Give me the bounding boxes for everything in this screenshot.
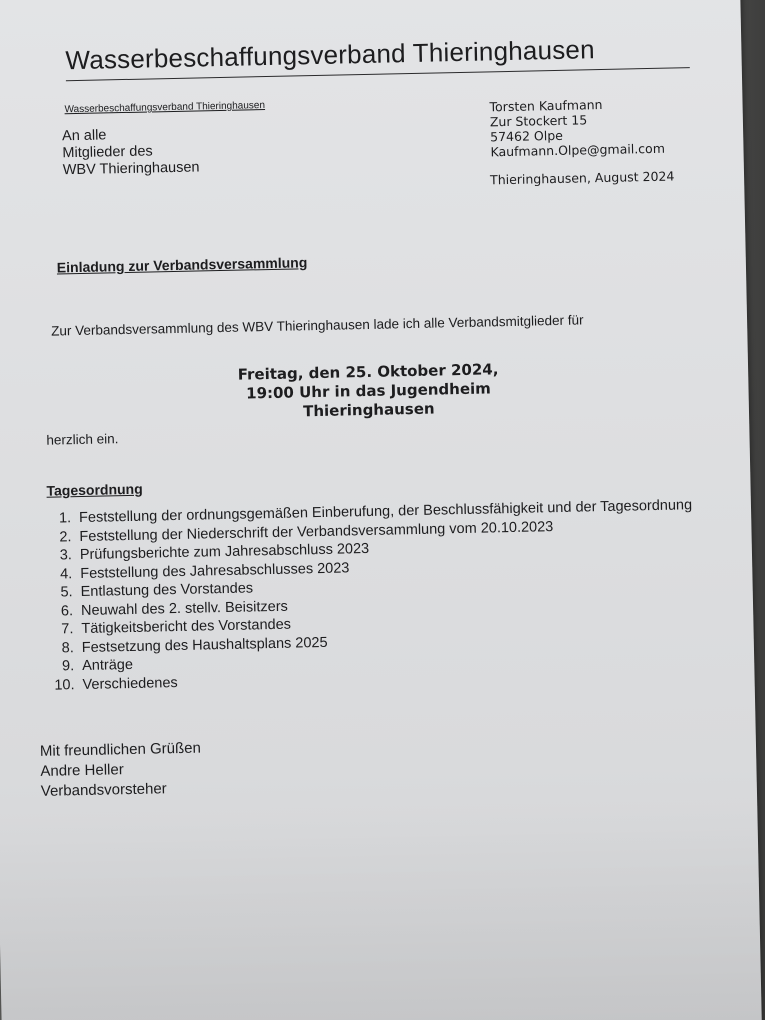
agenda-item-number: 7. bbox=[61, 621, 74, 638]
sender-name: Torsten Kaufmann bbox=[489, 96, 603, 115]
agenda-item-number: 8. bbox=[61, 639, 74, 656]
letter-subject: Einladung zur Verbandsversammlung bbox=[56, 254, 308, 276]
agenda-item-text: Festsetzung des Haushaltsplans 2025 bbox=[81, 634, 328, 656]
return-address-line: Wasserbeschaffungsverband Thieringhausen bbox=[64, 100, 266, 116]
agenda-item-number: 4. bbox=[59, 565, 73, 582]
closing-greeting: Mit freundlichen Grüßen bbox=[39, 739, 202, 760]
agenda-item-text: Verschiedenes bbox=[82, 674, 178, 693]
recipient-line: Mitglieder des bbox=[62, 143, 153, 162]
agenda-item-text: Feststellung der Niederschrift der Verbandsversammlung vom 20.10.2023 bbox=[79, 518, 554, 545]
recipient-address bbox=[62, 125, 200, 179]
agenda-item-text: Feststellung des Jahresabschlusses 2023 bbox=[80, 559, 350, 582]
event-details bbox=[188, 359, 549, 424]
agenda-item-text: Prüfungsberichte zum Jahresabschluss 2023 bbox=[79, 540, 370, 564]
signature-block bbox=[40, 739, 202, 802]
sender-address bbox=[489, 96, 665, 160]
agenda-title: Tagesordnung bbox=[46, 480, 143, 499]
agenda-item-text: Neuwahl des 2. stellv. Beisitzers bbox=[80, 598, 288, 619]
intro-paragraph: Zur Verbandsversammlung des WBV Thieringhausen lade ich alle Verbandsmitglieder für bbox=[51, 312, 584, 339]
event-time-location: 19:00 Uhr in das Jugendheim Thieringhausen bbox=[245, 379, 492, 421]
invitation-closing: herzlich ein. bbox=[46, 431, 119, 448]
agenda-list bbox=[41, 495, 745, 695]
sender-email: Kaufmann.Olpe@gmail.com bbox=[490, 140, 666, 160]
sender-street: Zur Stockert 15 bbox=[489, 112, 588, 130]
agenda-item-number: 1. bbox=[58, 510, 72, 527]
agenda-item-text: Tätigkeitsbericht des Vorstandes bbox=[81, 616, 292, 638]
agenda-item-text: Entlastung des Vorstandes bbox=[80, 580, 254, 601]
letterhead-title: Wasserbeschaffungsverband Thieringhausen bbox=[65, 34, 595, 76]
agenda-item-number: 5. bbox=[60, 584, 73, 601]
event-date: Freitag, den 25. Oktober 2024, bbox=[237, 360, 499, 384]
agenda-item-number: 3. bbox=[59, 547, 73, 564]
recipient-line: An alle bbox=[61, 127, 107, 145]
recipient-line: WBV Thieringhausen bbox=[62, 159, 200, 179]
signer-name: Andre Heller bbox=[40, 761, 124, 780]
agenda-item-number: 6. bbox=[60, 602, 74, 619]
agenda-item-text: Feststellung der ordnungsgemäßen Einberufung, der Beschlussfähigkeit und der Tagesordnung bbox=[78, 497, 693, 527]
agenda-item-text: Anträge bbox=[82, 656, 134, 675]
sender-city: 57462 Olpe bbox=[490, 127, 564, 145]
letter-date: Thieringhausen, August 2024 bbox=[489, 168, 675, 188]
agenda-item-number: 2. bbox=[59, 528, 72, 545]
agenda-item-number: 10. bbox=[54, 676, 75, 694]
agenda-item-number: 9. bbox=[61, 658, 75, 675]
signer-role: Verbandsvorsteher bbox=[40, 780, 167, 800]
